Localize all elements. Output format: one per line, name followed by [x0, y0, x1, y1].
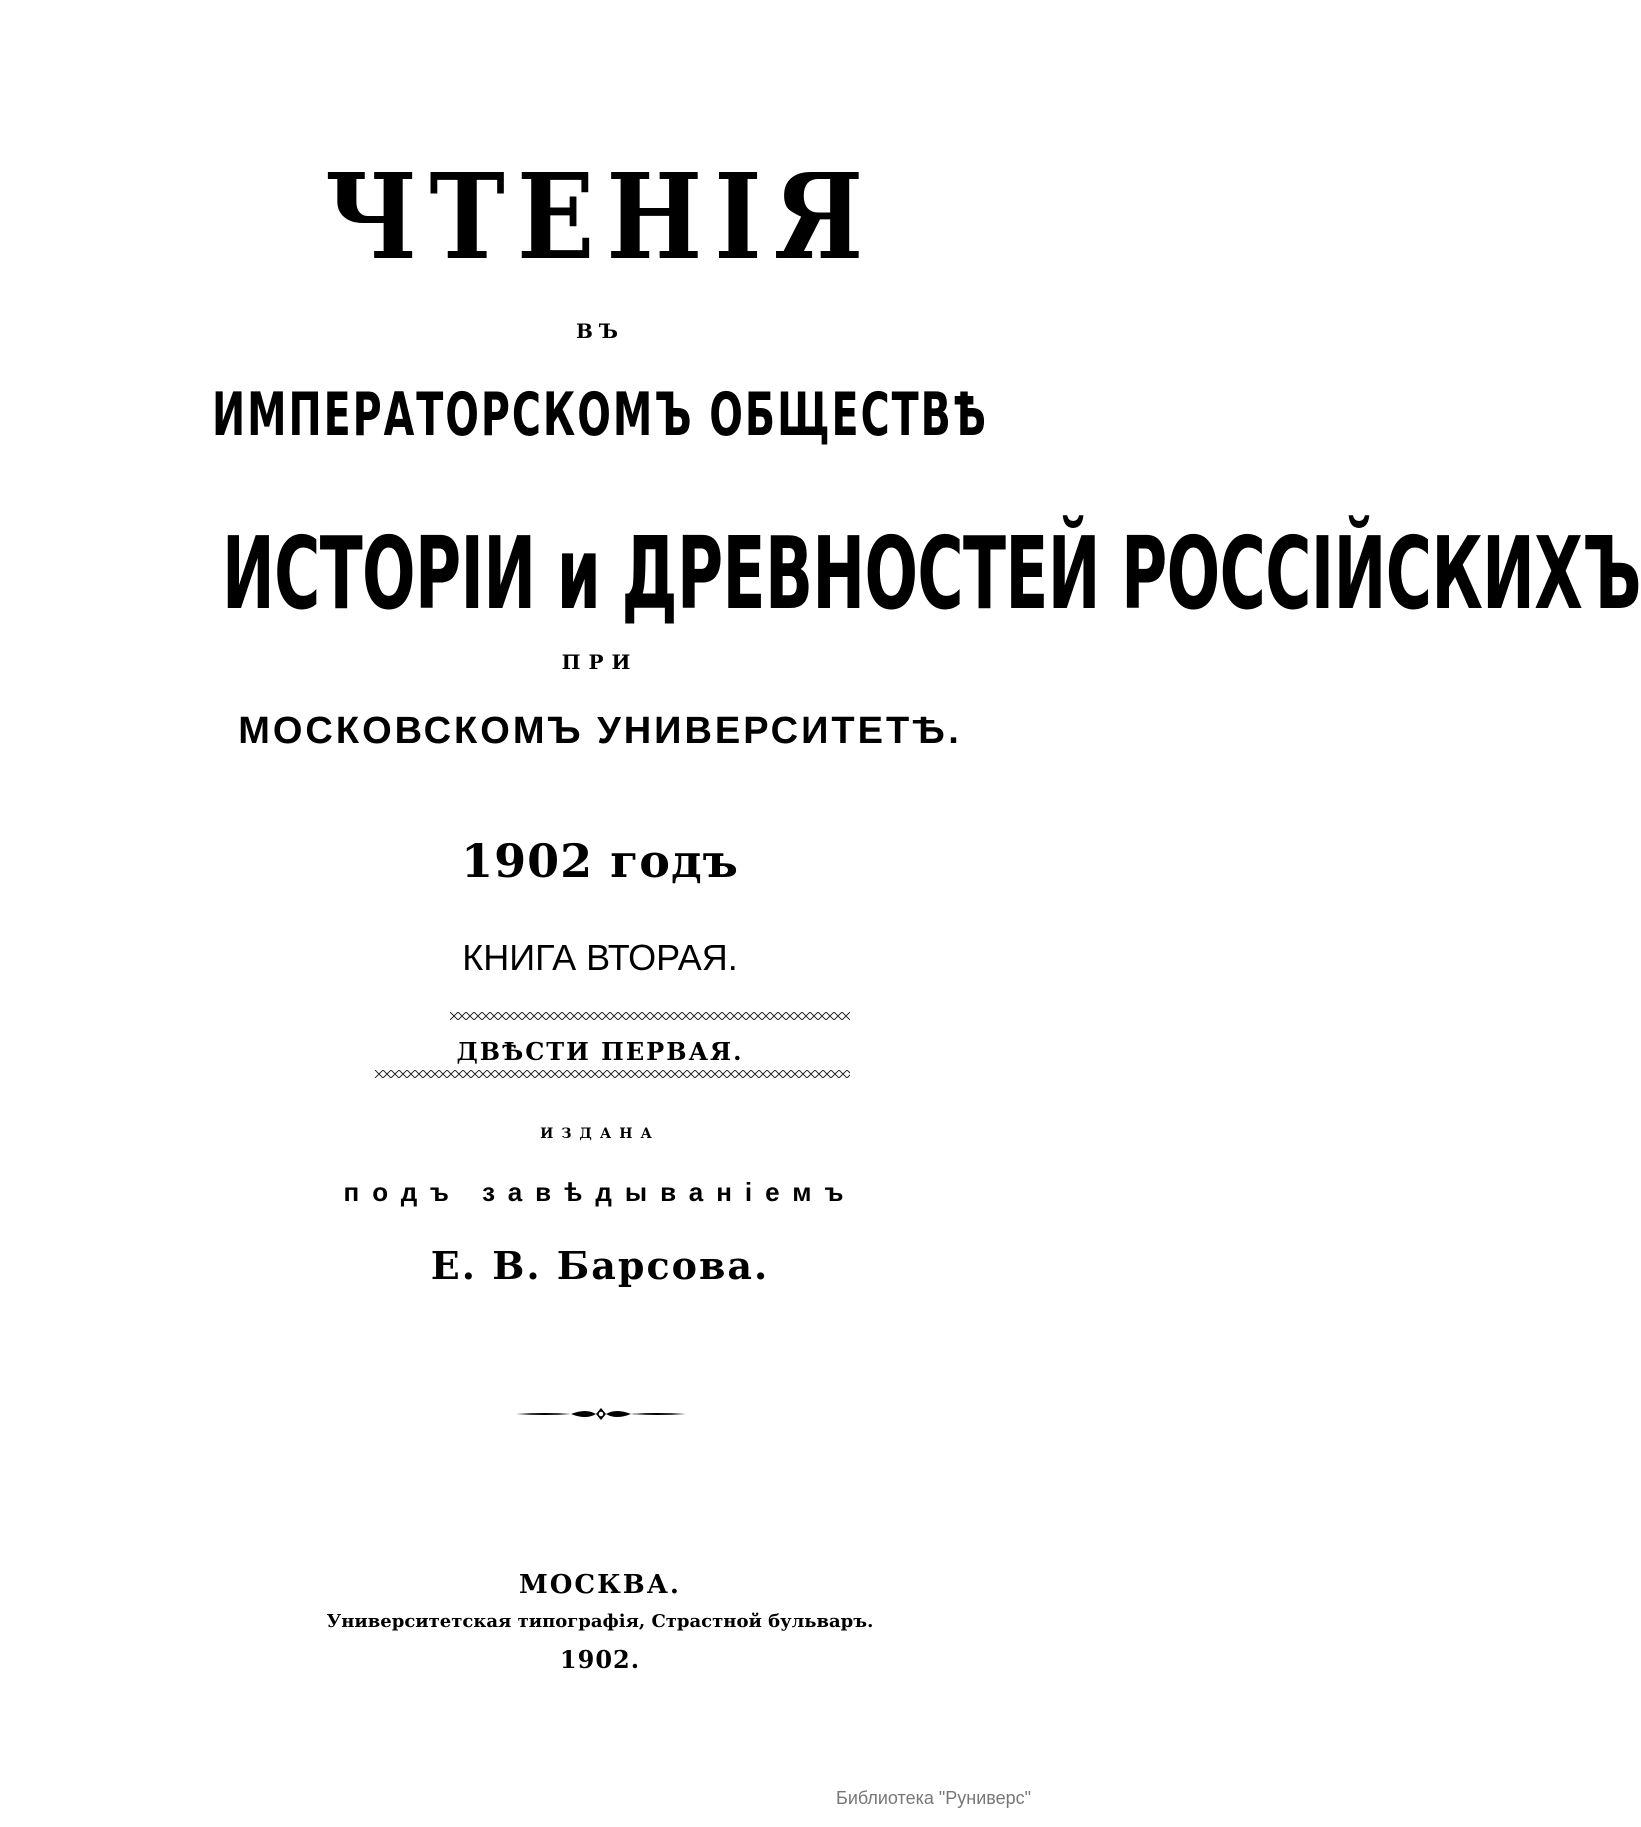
- ornament-divider-icon: [516, 1402, 686, 1426]
- society-line: ИМПЕРАТОРСКОМЪ ОБЩЕСТВѢ: [211, 380, 989, 450]
- year-line: 1902 годъ: [461, 834, 739, 888]
- city-line: МОСКВА.: [519, 1570, 681, 1600]
- preposition-pri: ПРИ: [561, 650, 639, 674]
- preposition-v: ВЪ: [575, 319, 625, 343]
- editor-name: Е. В. Барсова.: [430, 1243, 770, 1288]
- press-line: Университетская типографія, Страстной бульваръ.: [326, 1611, 874, 1632]
- published-line: ИЗДАНА: [540, 1126, 660, 1142]
- university-line: МОСКОВСКОМЪ УНИВЕРСИТЕТѢ.: [238, 710, 962, 752]
- history-line: ИСТОРІИ и ДРЕВНОСТЕЙ РОССІЙСКИХЪ: [222, 515, 1641, 632]
- publication-year: 1902.: [559, 1645, 641, 1674]
- book-line: КНИГА ВТОРАЯ.: [462, 937, 738, 978]
- wavy-divider-top: [450, 1012, 850, 1020]
- main-title: ЧТЕНІЯ: [324, 147, 876, 286]
- wavy-divider-bottom: [375, 1070, 850, 1078]
- editor-intro: подъ завѣдываніемъ: [343, 1177, 857, 1207]
- library-watermark: Библиотека "Руниверс": [836, 1788, 1032, 1808]
- issue-line: ДВѢСТИ ПЕРВАЯ.: [456, 1037, 744, 1066]
